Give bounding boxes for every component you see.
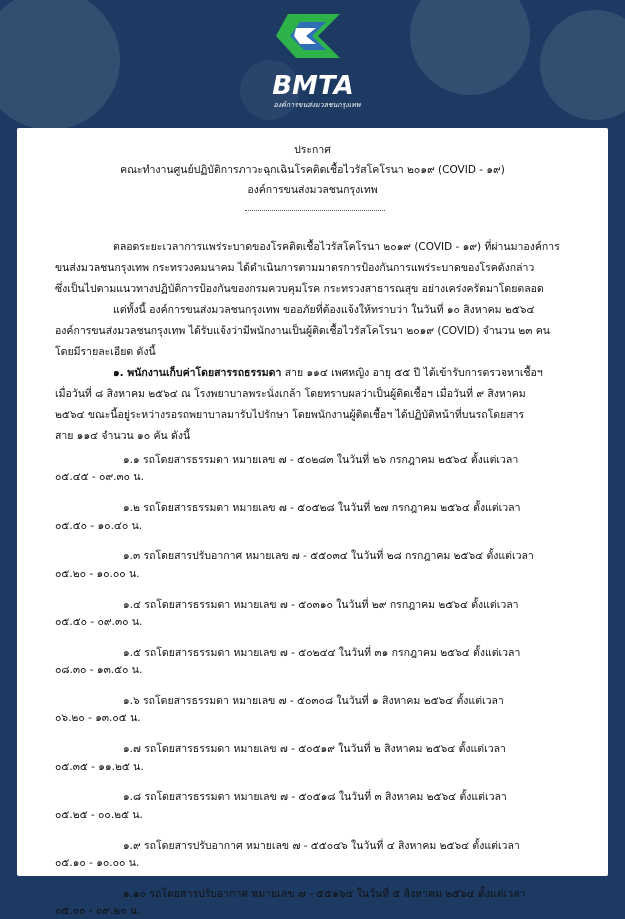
announcement-paper bbox=[17, 128, 608, 918]
item1-heading bbox=[113, 364, 543, 381]
bmta-logo bbox=[248, 6, 378, 114]
item1-bold: ๑. พนักงานเก็บค่าโดยสารรถธรรมดา bbox=[113, 367, 282, 379]
trip-time: ๐๕.๓๕ - ๑๑.๒๕ น. bbox=[55, 760, 144, 773]
trip-time: ๐๖.๒๐ - ๑๓.๐๕ น. bbox=[55, 712, 141, 725]
trip-time: ๐๕.๐๐ - ๐๙.๒๐ น. bbox=[55, 905, 141, 918]
trip-line: ๑.๘ รถโดยสารธรรมดา หมายเลข ๗ - ๕๐๕๑๘ ในวันที่ ๓ สิงหาคม ๒๕๖๔ ตั้งแต่เวลา bbox=[123, 791, 507, 804]
trip-line: ๑.๒ รถโดยสารธรรมดา หมายเลข ๗ - ๕๐๕๒๘ ในวันที่ ๒๗ กรกฎาคม ๒๕๖๔ ตั้งแต่เวลา bbox=[123, 502, 521, 515]
trip-time: ๐๘.๓๐ - ๑๓.๕๐ น. bbox=[55, 664, 143, 677]
trip-line: ๑.๕ รถโดยสารธรรมดา หมายเลข ๗ - ๕๐๒๔๔ ในวันที่ ๓๑ กรกฎาคม ๒๕๖๔ ตั้งแต่เวลา bbox=[123, 646, 521, 659]
para2-line: องค์การขนส่งมวลชนกรุงเทพ ได้รับแจ้งว่ามีพนักงานเป็นผู้ติดเชื้อไวรัสโคโรนา ๒๐๑๙ (COVID) จำนวน ๒๓ คน bbox=[55, 325, 550, 337]
doc-title: ประกาศ bbox=[294, 144, 331, 156]
para1-line: ขนส่งมวลชนกรุงเทพ กระทรวงคมนาคม ได้ดำเนินการตามมาตรการป้องกันการแพร่ระบาดของโรคดังกล่าว bbox=[55, 262, 535, 274]
trip-line: ๑.๑๐ รถโดยสารปรับอากาศ หมายเลข ๗ - ๕๕๑๖๔ ในวันที่ ๕ สิงหาคม ๒๕๖๔ ตั้งแต่เวลา bbox=[123, 887, 526, 900]
item1-rest: สาย ๑๑๔ เพศหญิง อายุ ๕๕ ปี ได้เข้ารับการตรวจหาเชื้อฯ bbox=[281, 367, 543, 379]
item1-line: ๒๕๖๔ ขณะนี้อยู่ระหว่างรอรถพยาบาลมารับไปรักษา โดยพนักงานผู้ติดเชื้อฯ ได้ปฏิบัติหน้าที่บนรถโดยสาร bbox=[55, 409, 525, 421]
trip-line: ๑.๗ รถโดยสารธรรมดา หมายเลข ๗ - ๕๐๕๑๙ ในวันที่ ๒ สิงหาคม ๒๕๖๔ ตั้งแต่เวลา bbox=[123, 743, 506, 756]
item1-line: สาย ๑๑๔ จำนวน ๑๐ คัน ดังนี้ bbox=[55, 430, 191, 442]
trip-line: ๑.๙ รถโดยสารปรับอากาศ หมายเลข ๗ - ๕๕๐๔๖ ในวันที่ ๔ สิงหาคม ๒๕๖๔ ตั้งแต่เวลา bbox=[123, 839, 520, 852]
trip-time: ๐๕.๕๐ - ๐๙.๓๐ น. bbox=[55, 615, 143, 628]
trip-time: ๐๕.๑๐ - ๑๐.๐๐ น. bbox=[55, 856, 140, 869]
trip-time: ๐๕.๒๐ - ๑๐.๐๐ น. bbox=[55, 567, 140, 580]
para1-line: ตลอดระยะเวลาการแพร่ระบาดของโรคติดเชื้อไวรัสโคโรนา ๒๐๑๙ (COVID - ๑๙) ที่ผ่านมาองค์การ bbox=[113, 241, 560, 253]
trip-time: ๐๕.๒๕ - ๐๐.๒๕ น. bbox=[55, 808, 143, 821]
divider bbox=[245, 210, 385, 211]
trip-line: ๑.๖ รถโดยสารธรรมดา หมายเลข ๗ - ๕๐๓๐๘ ในวันที่ ๑ สิงหาคม ๒๕๖๔ ตั้งแต่เวลา bbox=[123, 694, 504, 707]
para2-line: แต่ทั้งนี้ องค์การขนส่งมวลชนกรุงเทพ ขออภัยที่ต้องแจ้งให้ทราบว่า ในวันที่ ๑๐ สิงหาคม ๒๕๖๔ bbox=[113, 304, 535, 316]
doc-committee: คณะทำงานศูนย์ปฏิบัติการภาวะฉุกเฉินโรคติดเชื้อไวรัสโคโรนา ๒๐๑๙ (COVID - ๑๙) bbox=[120, 164, 505, 176]
para1-line: ซึ่งเป็นไปตามแนวทางปฏิบัติการป้องกันของกรมควบคุมโรค กระทรวงสาธารณสุข อย่างเคร่งครัดมาโดยตลอด bbox=[55, 283, 544, 295]
logo-subtitle: องค์การขนส่งมวลชนกรุงเทพ bbox=[273, 101, 361, 109]
trip-time: ๐๕.๔๕ - ๐๙.๓๐ น. bbox=[55, 471, 144, 484]
trip-line: ๑.๔ รถโดยสารธรรมดา หมายเลข ๗ - ๕๐๓๑๐ ในวันที่ ๒๙ กรกฎาคม ๒๕๖๔ ตั้งแต่เวลา bbox=[123, 598, 519, 611]
trip-line: ๑.๓ รถโดยสารปรับอากาศ หมายเลข ๗ - ๕๕๐๓๔ ในวันที่ ๒๘ กรกฎาคม ๒๕๖๔ ตั้งแต่เวลา bbox=[123, 550, 534, 563]
doc-organization: องค์การขนส่งมวลชนกรุงเทพ bbox=[247, 184, 378, 196]
virus-decoration bbox=[540, 10, 625, 120]
logo-text: BMTA bbox=[272, 71, 354, 101]
item1-line: เมื่อวันที่ ๘ สิงหาคม ๒๕๖๔ ณ โรงพยาบาลพระนั่งเกล้า โดยทราบผลว่าเป็นผู้ติดเชื้อฯ เมื่อวันที่ ๙ สิงหาคม bbox=[55, 388, 526, 400]
para2-line: โดยมีรายละเอียด ดังนี้ bbox=[55, 346, 156, 358]
trip-line: ๑.๑ รถโดยสารธรรมดา หมายเลข ๗ - ๕๐๒๘๓ ในวันที่ ๒๖ กรกฎาคม ๒๕๖๔ ตั้งแต่เวลา bbox=[123, 454, 519, 466]
virus-decoration bbox=[0, 0, 120, 130]
trip-time: ๐๕.๕๐ - ๑๐.๔๐ น. bbox=[55, 519, 143, 532]
virus-decoration bbox=[410, 0, 530, 95]
